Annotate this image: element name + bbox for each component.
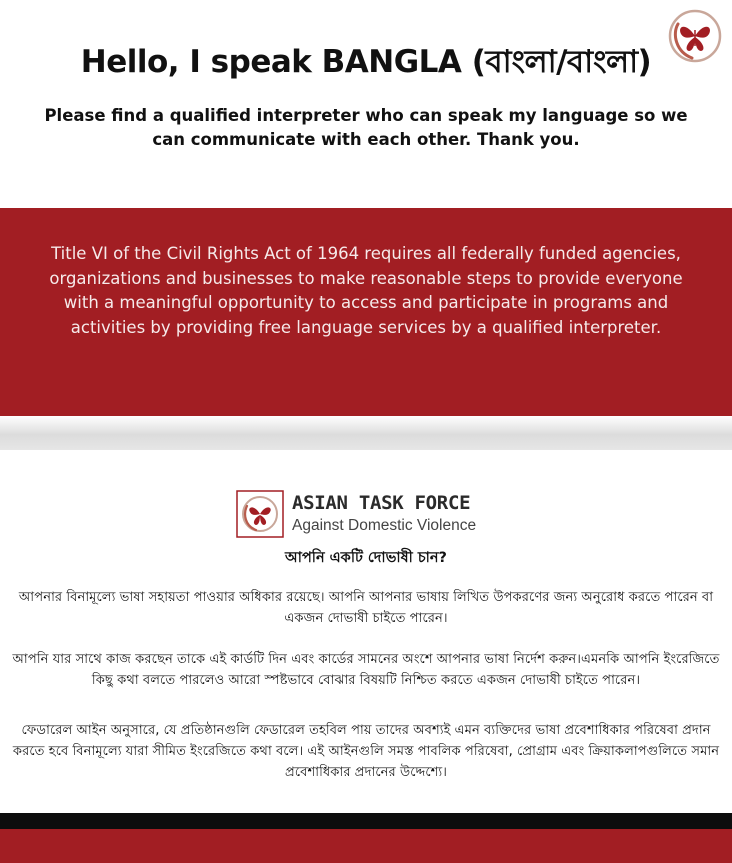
bangla-paragraph: আপনি যার সাথে কাজ করছেন তাকে এই কার্ডটি দিন এবং কার্ডের সামনের অংশে আপনার ভাষা নির্দেশ করুন।এমনকি আপনি ইংরেজিতে কিছু কথা বলতে পারলেও আরো স্পষ্টভাবে বোঝার বিষয়টি নিশ্চিত করতে একজন দোভাষী চাইতে পারেন। [12, 652, 720, 688]
bangla-paragraph: ফেডারেল আইন অনুসারে, যে প্রতিষ্ঠানগুলি ফেডারেল তহবিল পায় তাদের অবশ্যই এমন ব্যক্তিদের ভাষা প্রবেশাধিকার পরিষেবা প্রদান করতে হবে বিনামূল্যে যারা সীমিত ইংরেজিতে কথা বলে। এই আইনগুলি সমস্ত পাবলিক পরিষেবা, প্রোগ্রাম এবং ক্রিয়াকলাপগুলিতে সমান প্রবেশাধিকার প্রদানের উদ্দেশ্যে। [12, 723, 720, 780]
bangla-heading: আপনি একটি দোভাষী চান? [285, 550, 447, 566]
title-vi-banner [0, 208, 732, 416]
bangla-paragraph: আপনার বিনামূল্যে ভাষা সহায়তা পাওয়ার অধিকার রয়েছে। আপনি আপনার ভাষায় লিখিত উপকরণের জন্য অনুরোধ করতে পারেন বা একজন দোভাষী চাইতে পারেন। [18, 590, 714, 626]
organization-logo [236, 490, 536, 540]
footer-black-band [0, 813, 732, 829]
card-back [0, 450, 732, 813]
title-vi-text: Title VI of the Civil Rights Act of 1964 requires all federally funded agencies, organizations and businesses to make reasonable steps to provide everyone with a meaningful opportunity to access and participate in programs and activities by providing free language services by a qualified interpreter. [49, 244, 683, 337]
footer-red-band [0, 829, 732, 863]
organization-name: ASIAN TASK FORCE [292, 492, 471, 514]
interpreter-request: Please find a qualified interpreter who can speak my language so we can communicate with each other. Thank you. [44, 106, 688, 149]
card-front-top [0, 0, 732, 208]
page-title: Hello, I speak BANGLA (বাংলা/বাংলা) [80, 44, 652, 80]
organization-tagline: Against Domestic Violence [292, 517, 477, 534]
butterfly-square-icon [236, 490, 284, 538]
card-separator [0, 416, 732, 450]
